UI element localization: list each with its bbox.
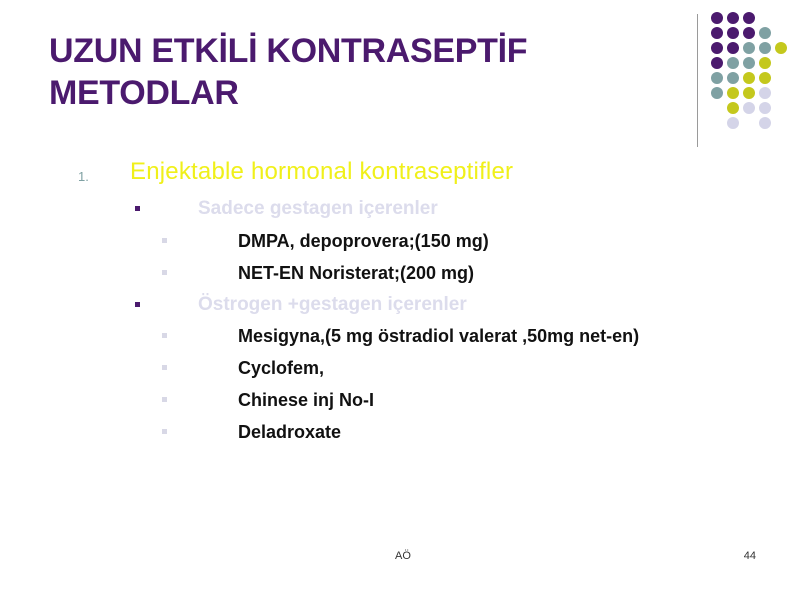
- decorative-dot: [743, 27, 755, 39]
- decorative-dot: [711, 87, 723, 99]
- square-bullet-icon: [135, 206, 140, 211]
- decorative-dot: [727, 102, 739, 114]
- square-bullet-icon: [135, 302, 140, 307]
- decorative-dot: [711, 42, 723, 54]
- decorative-dot: [759, 117, 771, 129]
- decorative-dot: [711, 12, 723, 24]
- decorative-dot: [727, 72, 739, 84]
- decorative-dot: [743, 57, 755, 69]
- square-bullet-icon: [162, 365, 167, 370]
- decorative-dot: [727, 117, 739, 129]
- square-bullet-icon: [162, 238, 167, 243]
- decorative-dot: [711, 57, 723, 69]
- decorative-dot: [759, 102, 771, 114]
- decorative-dot: [743, 72, 755, 84]
- list-item-text: DMPA, depoprovera;(150 mg): [238, 231, 489, 251]
- footer-text: AÖ: [395, 550, 411, 562]
- decorative-dot: [743, 12, 755, 24]
- list-item-text: Cyclofem,: [238, 358, 325, 378]
- decorative-dot: [743, 102, 755, 114]
- decorative-dot: [775, 42, 787, 54]
- list-item-text: NET-EN Noristerat;(200 mg): [238, 263, 475, 283]
- decorative-divider: [697, 14, 698, 147]
- decorative-dot: [743, 42, 755, 54]
- square-bullet-icon: [162, 397, 167, 402]
- decorative-dot: [759, 57, 771, 69]
- slide-number: 44: [743, 550, 756, 562]
- decorative-dot: [759, 42, 771, 54]
- decorative-dot: [759, 27, 771, 39]
- list-item-text: Östrogen +gestagen içerenler: [198, 294, 467, 315]
- decorative-dot: [711, 27, 723, 39]
- decorative-dot: [743, 87, 755, 99]
- decorative-dot: [727, 12, 739, 24]
- decorative-dot: [727, 27, 739, 39]
- decorative-dot: [711, 72, 723, 84]
- decorative-dot: [727, 42, 739, 54]
- square-bullet-icon: [162, 270, 167, 275]
- decorative-dot: [727, 57, 739, 69]
- list-item-text: Chinese inj No-I: [238, 390, 375, 410]
- square-bullet-icon: [162, 429, 167, 434]
- decorative-dot: [759, 72, 771, 84]
- decorative-dot: [727, 87, 739, 99]
- decorative-dot: [759, 87, 771, 99]
- list-item-text: Mesigyna,(5 mg östradiol valerat ,50mg net-en): [238, 326, 640, 346]
- list-number: 1.: [78, 169, 89, 184]
- square-bullet-icon: [162, 333, 167, 338]
- slide-title: UZUN ETKİLİ KONTRASEPTİF METODLAR: [49, 32, 528, 112]
- list-item-text: Enjektable hormonal kontraseptifler: [130, 158, 514, 185]
- list-item-text: Deladroxate: [238, 422, 342, 442]
- list-item-text: Sadece gestagen içerenler: [198, 198, 438, 219]
